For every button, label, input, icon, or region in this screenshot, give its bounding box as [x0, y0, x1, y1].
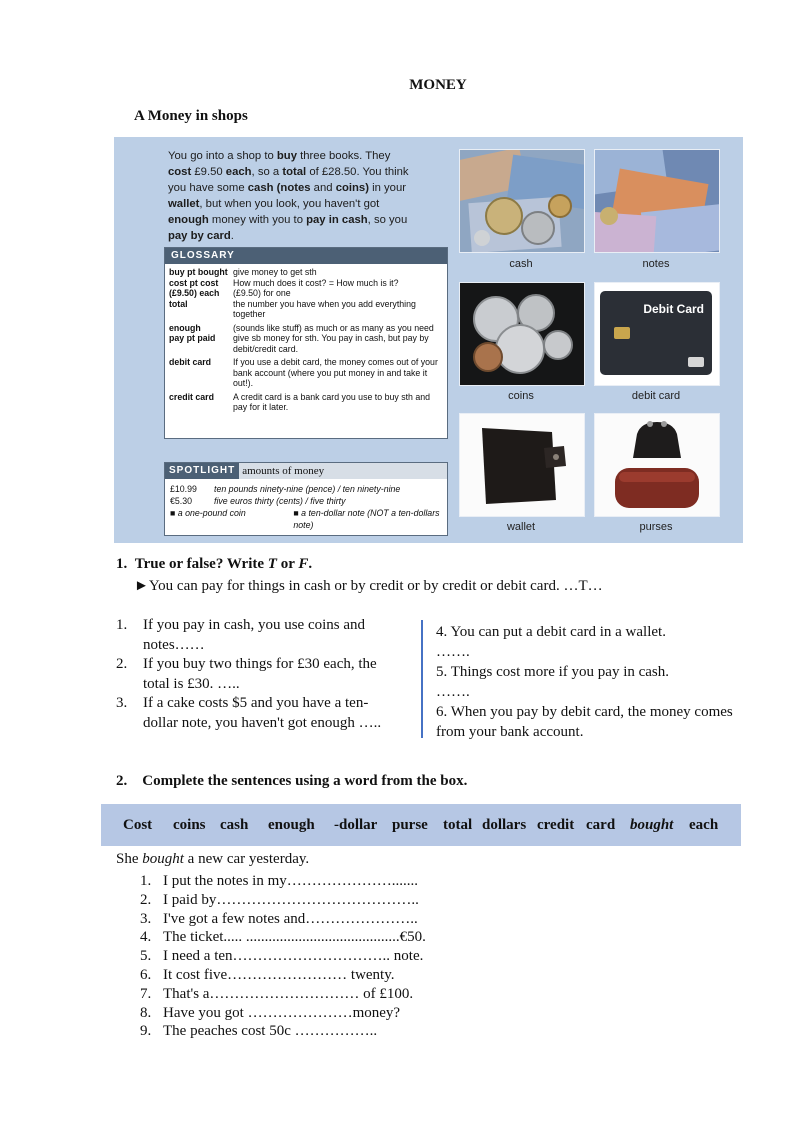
word-box-word: bought [630, 817, 674, 833]
card-logo-icon [688, 357, 704, 367]
glossary-heading: GLOSSARY [165, 248, 447, 264]
list-item: 5. I need a ten………………………….. note. [140, 948, 424, 965]
list-item: 2. If you buy two things for £30 each, the total is £30. ….. [116, 656, 377, 692]
coins-photo [459, 282, 585, 386]
glossary-row: cost pt cost How much does it cost? = How much is it? [169, 277, 399, 288]
word-box [101, 804, 741, 846]
glossary-row: pay pt paid give sb money for sth. You pay in cash, but pay by debit/credit card. [169, 333, 429, 354]
caption-debit-card: debit card [631, 390, 681, 402]
exercise-1-example: ►You can pay for things in cash or by credit or by credit or debit card. …T… [134, 578, 603, 594]
caption-wallet: wallet [506, 521, 536, 533]
chip-icon [614, 327, 630, 339]
list-item: 2. I paid by………………………………….. [140, 891, 419, 908]
spotlight-row: €5.30 five euros thirty (cents) / five thirty [170, 496, 346, 506]
spotlight-title: amounts of money [239, 463, 447, 479]
exercise-2-heading: 2. Complete the sentences using a word from the box. [116, 773, 468, 789]
exercise-2-list [140, 872, 426, 1041]
word-box-word: total [443, 817, 473, 833]
exercise-1-left-list [116, 616, 394, 733]
list-item: 1. If you pay in cash, you use coins and notes…… [116, 617, 366, 653]
caption-purses: purses [639, 521, 673, 533]
glossary-box [164, 247, 448, 439]
caption-cash: cash [509, 258, 533, 270]
word-box-word: Cost [123, 817, 153, 833]
list-item: 4. You can put a debit card in a wallet. [436, 624, 666, 640]
exercise-1-heading: 1. True or false? Write T or F. [116, 556, 313, 572]
notes-photo [594, 149, 720, 253]
glossary-row: debit card If you use a debit card, the money comes out of your bank account (where you put money in and take it out!). [169, 357, 438, 388]
caption-notes: notes [642, 258, 670, 270]
list-item: 6. When you pay by debit card, the money comes from your bank account. [436, 704, 733, 740]
spotlight-row: £10.99 ten pounds ninety-nine (pence) / ten ninety-nine [170, 484, 401, 494]
page-title: MONEY [409, 77, 467, 93]
spotlight-box [164, 462, 448, 536]
list-item: 1. I put the notes in my…………………....... [140, 873, 418, 889]
glossary-row: credit card A credit card is a bank card you use to buy sth and pay for it later. [169, 391, 431, 412]
word-box-word: purse [392, 817, 428, 833]
word-box-word: each [689, 817, 719, 833]
section-heading: A Money in shops [134, 108, 248, 124]
word-box-word: enough [268, 817, 315, 833]
glossary-row: (£9.50) each (£9.50) for one [169, 288, 291, 298]
answer-blank: ……. [436, 684, 470, 700]
list-item: 7. That's a………………………… of £100. [140, 985, 414, 1002]
glossary-row: enough (sounds like stuff) as much or as many as you need [169, 322, 434, 333]
word-box-word: dollars [482, 817, 527, 833]
word-box-word: credit [537, 817, 575, 833]
word-box-word: coins [173, 817, 206, 833]
money-vocabulary-panel [114, 137, 743, 543]
word-box-word: card [586, 817, 616, 833]
purses-photo [594, 413, 720, 517]
list-item: 9. The peaches cost 50c …………….. [140, 1023, 378, 1040]
cash-photo [459, 149, 585, 253]
exercise-2-example: She bought a new car yesterday. [116, 851, 310, 867]
list-item: 3. I've got a few notes and………………….. [140, 910, 418, 927]
answer-blank: ……. [436, 644, 470, 660]
spotlight-label: SPOTLIGHT [165, 463, 239, 479]
glossary-row: buy pt bought give money to get sth [169, 267, 317, 277]
wallet-photo [459, 413, 585, 517]
exercise-1-right-list [436, 622, 736, 742]
list-item: 8. Have you got …………………money? [140, 1004, 401, 1021]
spotlight-row: ■ a one-pound coin ■ a ten-dollar note (NOT a ten-dollars note) [170, 508, 440, 530]
glossary-row: total the number you have when you add everything together [169, 298, 416, 319]
caption-coins: coins [508, 390, 534, 402]
list-item: 3. If a cake costs $5 and you have a ten-dollar note, you haven't got enough ….. [116, 695, 382, 731]
word-box-word: cash [220, 817, 249, 833]
column-divider [421, 620, 423, 738]
list-item: 5. Things cost more if you pay in cash. [436, 664, 670, 680]
intro-paragraph: You go into a shop to buy three books. They cost £9.50 each, so a total of £28.50. You think you have some cash (notes and coins) in your wallet, but when you look, you haven't got enough money with you to pay in cash, so you pay by card. [168, 150, 409, 242]
word-box-word: -dollar [334, 817, 378, 833]
debit-card-photo [594, 282, 720, 386]
list-item: 4. The ticket..... .........................................€50. [140, 929, 426, 946]
card-label: Debit Card [643, 302, 704, 316]
list-item: 6. It cost five…………………… twenty. [140, 966, 395, 983]
